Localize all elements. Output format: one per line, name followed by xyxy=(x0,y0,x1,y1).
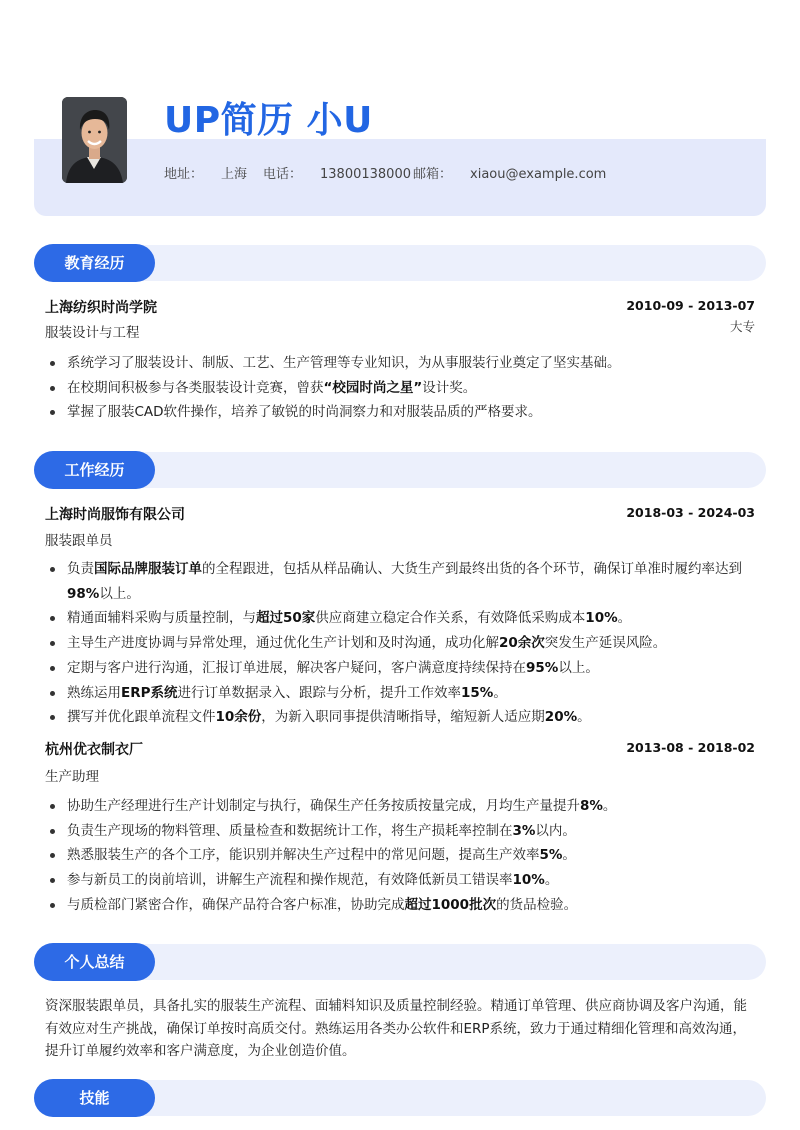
bullet-text: 。 xyxy=(493,684,507,701)
bullet-item xyxy=(45,557,755,606)
bullet-item xyxy=(45,893,755,918)
bullet-text: 以上。 xyxy=(558,659,599,676)
bullet-text: 负责 xyxy=(67,561,94,577)
section-title: 个人总结 xyxy=(34,943,155,981)
bullet-text: 突发生产延误风险。 xyxy=(544,635,667,652)
phone-value: 13800138000 xyxy=(320,167,411,182)
bullet-text: 的货品检验。 xyxy=(496,896,578,913)
bullet-highlight: ERP系统 xyxy=(121,684,178,701)
bullet-text: 系统学习了服装设计、制版、工艺、生产管理等专业知识，为从事服装行业奠定了坚实基础。 xyxy=(67,355,621,371)
bullet-item xyxy=(45,705,755,730)
bullet-text: 掌握了服装CAD软件操作，培养了敏锐的时尚洞察力和对服装品质的严格要求。 xyxy=(67,404,542,421)
section-title: 教育经历 xyxy=(34,244,155,282)
bullet-text: 以内。 xyxy=(535,822,576,839)
bullet-text: 负责生产现场的物料管理、质量检查和数据统计工作，将生产损耗率控制在 xyxy=(67,822,513,839)
bullet-text: 设计奖。 xyxy=(422,379,477,396)
bullet-highlight: 国际品牌服装订单 xyxy=(94,561,202,577)
summary-text: 资深服装跟单员，具备扎实的服装生产流程、面辅料知识及质量控制经验。精通订单管理、供应商协调及客户沟通，能有效应对生产挑战，确保订单按时高质交付。熟练运用各类办公软件和ERP系统，致力于通过精细化管理和高效沟通，提升订单履约效率和客户满意度，为企业创造价值。 xyxy=(45,998,747,1059)
bullet-highlight: 8% xyxy=(580,798,603,814)
bullet-highlight: 10余份 xyxy=(215,709,262,726)
bullet-item xyxy=(45,681,755,706)
bullet-highlight: 95% xyxy=(526,659,559,676)
section-work xyxy=(34,451,766,489)
bullet-item xyxy=(45,631,755,656)
bullet-text: 。 xyxy=(544,872,559,889)
bullet-text: 以上。 xyxy=(99,585,140,602)
bullet-item xyxy=(45,843,755,868)
bullet-highlight: 3% xyxy=(512,822,536,839)
bullet-text: 的全程跟进，包括从样品确认、大货生产到最终出货的各个环节，确保订单准时履约率达到 xyxy=(202,561,742,577)
bullet-text: 撰写并优化跟单流程文件 xyxy=(67,709,216,726)
address xyxy=(164,163,247,182)
bullet-item xyxy=(45,351,755,376)
bullet-item xyxy=(45,400,755,425)
section-skills xyxy=(34,1079,766,1117)
bullet-highlight: 20余次 xyxy=(499,635,545,652)
bullet-item xyxy=(45,794,755,819)
email-value: xiaou@example.com xyxy=(470,167,607,182)
avatar xyxy=(62,97,127,183)
section-title: 工作经历 xyxy=(34,451,155,489)
bullet-highlight: 20% xyxy=(544,709,578,726)
job-title: 生产助理 xyxy=(45,769,99,785)
job-bullets xyxy=(45,557,755,730)
bullet-text: 主导生产进度协调与异常处理，通过优化生产计划和及时沟通，成功化解 xyxy=(67,635,499,652)
job-title: 服装跟单员 xyxy=(45,533,113,549)
bullet-text: 进行订单数据录入、跟踪与分析，提升工作效率 xyxy=(177,684,462,701)
job-date: 2018-03 - 2024-03 xyxy=(626,505,755,520)
bullet-text: 熟练运用 xyxy=(67,684,121,701)
bullet-highlight: 5% xyxy=(539,847,563,864)
bullet-text: 参与新员工的岗前培训，讲解生产流程和操作规范，有效降低新员工错误率 xyxy=(67,872,513,889)
bullet-highlight: 超过50家 xyxy=(256,610,316,627)
bullet-highlight: 98% xyxy=(67,585,100,602)
school-name: 上海纺织时尚学院 xyxy=(45,300,157,316)
resume-name: UP简历 小U xyxy=(164,100,373,141)
bullet-item xyxy=(45,606,755,631)
job-bullets xyxy=(45,794,755,918)
bullet-text: 与质检部门紧密合作，确保产品符合客户标准，协助完成 xyxy=(67,896,405,913)
section-title: 技能 xyxy=(34,1079,155,1117)
email xyxy=(413,163,606,182)
bullet-item xyxy=(45,819,755,844)
bullet-highlight: 15% xyxy=(461,684,494,701)
bullet-highlight: “校园时尚之星” xyxy=(323,379,423,396)
bullet-highlight: 10% xyxy=(512,872,545,889)
bullet-text: 熟悉服装生产的各个工序，能识别并解决生产过程中的常见问题，提高生产效率 xyxy=(67,847,540,864)
major: 服装设计与工程 xyxy=(45,325,140,341)
address-label: 地址： xyxy=(164,167,204,182)
phone-label: 电话： xyxy=(263,167,303,182)
bullet-text: ，为新入职同事提供清晰指导，缩短新人适应期 xyxy=(261,709,545,726)
company-name: 上海时尚服饰有限公司 xyxy=(45,507,185,523)
header-top xyxy=(34,60,766,140)
bullet-highlight: 超过1000批次 xyxy=(404,896,497,913)
bullet-text: 供应商建立稳定合作关系，有效降低采购成本 xyxy=(315,610,586,627)
phone xyxy=(263,163,411,182)
email-label: 邮箱： xyxy=(413,167,453,182)
bullet-text: 。 xyxy=(562,847,576,864)
degree: 大专 xyxy=(729,319,755,334)
bullet-item xyxy=(45,868,755,893)
address-value: 上海 xyxy=(221,167,248,182)
bullet-text: 在校期间积极参与各类服装设计竞赛，曾获 xyxy=(67,379,324,396)
bullet-highlight: 10% xyxy=(585,610,618,627)
bullet-item xyxy=(45,376,755,401)
bullet-text: 。 xyxy=(577,709,591,726)
bullet-item xyxy=(45,656,755,681)
education-bullets xyxy=(45,351,755,425)
job-date: 2013-08 - 2018-02 xyxy=(626,740,755,755)
bullet-text: 定期与客户进行沟通，汇报订单进展，解决客户疑问，客户满意度持续保持在 xyxy=(67,659,526,676)
bullet-text: 。 xyxy=(602,798,617,814)
company-name: 杭州优衣制衣厂 xyxy=(45,742,143,758)
bullet-text: 。 xyxy=(617,610,632,627)
bullet-text: 精通面辅料采购与质量控制，与 xyxy=(67,610,256,627)
avatar-photo-icon xyxy=(62,97,127,183)
section-education xyxy=(34,244,766,282)
section-summary xyxy=(34,943,766,981)
education-date: 2010-09 - 2013-07 xyxy=(626,298,755,313)
bullet-text: 协助生产经理进行生产计划制定与执行，确保生产任务按质按量完成，月均生产量提升 xyxy=(67,798,580,814)
